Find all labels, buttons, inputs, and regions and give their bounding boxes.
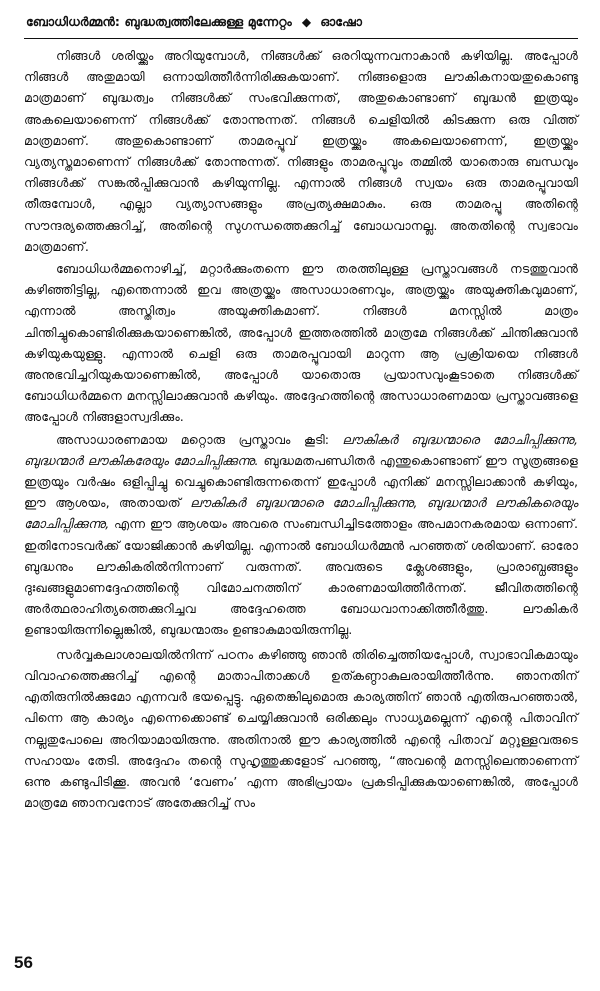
- paragraph-4: സർവ്വകലാശാലയിൽനിന്ന് പഠനം കഴിഞ്ഞു ഞാൻ തിരിച്ചെത്തിയപ്പോൾ, സ്വാഭാവികമായും വിവാഹത്തെക്കുറിച്ച് എന്റെ മാതാപിതാക്കൾ ഉത്കണ്ഠാകുലരായിത്തീർന്നു. ഞാനതിന് എതിരുനിൽക്കുമോ എന്നവർ ഭയപ്പെട്ടു. ഏതെങ്കിലുമൊരു കാര്യത്തിന് ഞാൻ എതിരുപറഞ്ഞാൽ, പിന്നെ ആ കാര്യം എന്നെക്കൊണ്ട് ചെയ്യിക്കുവാൻ ഒരിക്കലും സാധ്യമല്ലെന്ന് എന്റെ പിതാവിന് നല്ലതുപോലെ അറിയാമായിരുന്നു. അതിനാൽ ഈ കാര്യത്തിൽ എന്റെ പിതാവ് മറ്റുള്ളവരുടെ സഹായം തേടി. അദ്ദേഹം തന്റെ സുഹൃത്തുക്കളോട് പറഞ്ഞു, “അവന്റെ മനസ്സിലെന്താണെന്ന് ഒന്നു കണ്ടുപിടിക്കൂ. അവൻ ‘വേണം’ എന്ന അഭിപ്രായം പ്രകടിപ്പിക്കുകയാണെങ്കിൽ, അപ്പോൾ മാത്രമേ ഞാനവനോട് അതേക്കുറിച്ച് സം: [24, 646, 578, 811]
- running-header: [24, 10, 578, 34]
- header-divider: [24, 38, 578, 39]
- paragraph-3-text-b: ബുദ്ധമതപണ്ഡിതർ എന്തുകൊണ്ടാണ് ഈ സൂത്രങ്ങളെ ഇത്രയും വർഷം ഒളിപ്പിച്ചു വെച്ചുകൊണ്ടിരുന്നതെന്ന് ഇപ്പോൾ എനിക്ക് മനസ്സിലാക്കാൻ കഴിയും, ഈ ആശയം, അതായത്: [24, 452, 578, 511]
- body-text: [24, 45, 578, 813]
- paragraph-2: ബോധിധർമ്മനൊഴിച്ച്, മറ്റാർക്കുംതന്നെ ഈ തരത്തിലുള്ള പ്രസ്താവങ്ങൾ നടത്തുവാൻ കഴിഞ്ഞിട്ടില്ല, എന്തെന്നാൽ ഇവ അത്രയ്ക്കും അസാധാരണവും, അത്രയ്ക്കും അയുക്തികവുമാണ്, എന്നാൽ അസ്തിത്വം അയുക്തികമാണ്. നിങ്ങൾ മനസ്സിൽ മാത്രം ചിന്തിച്ചുകൊണ്ടിരിക്കുകയാണെങ്കിൽ, അപ്പോൾ ഇത്തരത്തിൽ മാത്രമേ നിങ്ങൾക്ക് ചിന്തിക്കുവാൻ കഴിയുകയുള്ളു. എന്നാൽ ചെളി ഒരു താമരപ്പൂവായി മാറുന്ന ആ പ്രക്രിയയെ നിങ്ങൾ അനുഭവിച്ചറിയുകയാണെങ്കിൽ, അപ്പോൾ യാതൊരു പ്രയാസവുംകൂടാതെ നിങ്ങൾക്ക് ബോധിധർമ്മനെ മനസ്സിലാക്കുവാൻ കഴിയും. അദ്ദേഹത്തിന്റെ അസാധാരണമായ പ്രസ്താവങ്ങളെ അപ്പോൾ നിങ്ങളാസ്വദിക്കും.: [24, 261, 578, 425]
- diamond-icon: ◆: [301, 15, 312, 29]
- paragraph-3-text-a: അസാധാരണമായ മറ്റൊരു പ്രസ്താവം കൂടി:: [56, 431, 343, 447]
- paragraph-3-quote-b: ലൗകികർ ബുദ്ധന്മാരെ മോചിപ്പിക്കുന്നു, ബുദ്ധന്മാർ ലൗകികരെയും മോചിപ്പിക്കുന്നു,: [24, 495, 578, 532]
- paragraph-3-text-c: എന്ന ഈ ആശയം അവരെ സംബന്ധിച്ചിടത്തോളം അപമാനകരമായ ഒന്നാണ്. ഇതിനോടവർക്ക് യോജിക്കാൻ കഴിയില്ല. എന്നാൽ ബോധിധർമ്മൻ പറഞ്ഞത് ശരിയാണ്. ഓരോ ബുദ്ധനും ലൗകികരിൽനിന്നാണ് വരുന്നത്. അവരുടെ ക്ലേശങ്ങളും, പ്രാരാബ്ധങ്ങളും ദുഃഖങ്ങളുമാണദ്ദേഹത്തിന്റെ വിമോചനത്തിന് കാരണമായിത്തീർന്നത്. ജീവിതത്തിന്റെ അർത്ഥരാഹിത്യത്തെക്കുറിച്ചവ അദ്ദേഹത്തെ ബോധവാനാക്കിത്തീർത്തു. ലൗകികർ ഉണ്ടായിരുന്നില്ലെങ്കിൽ, ബുദ്ധന്മാരും ഉണ്ടാകുമായിരുന്നില്ല.: [24, 516, 578, 638]
- author-name: ഓഷോ: [320, 14, 363, 29]
- book-title: ബോധിധർമ്മൻ: ബുദ്ധത്വത്തിലേക്കുള്ള മുന്നേറ്റം: [26, 14, 292, 29]
- paragraph-3: [24, 429, 578, 641]
- paragraph-3-quote-a: ലൗകികർ ബുദ്ധന്മാരെ മോചിപ്പിക്കുന്നു, ബുദ്ധന്മാർ ലൗകികരേയും മോചിപ്പിക്കുന്നു.: [24, 431, 578, 468]
- page-number: 56: [14, 953, 33, 972]
- paragraph-1: നിങ്ങൾ ശരിയ്ക്കും അറിയുമ്പോൾ, നിങ്ങൾക്ക് ഒരറിയുന്നവനാകാൻ കഴിയില്ല. അപ്പോൾ നിങ്ങൾ അതുമായി ഒന്നായിത്തീർന്നിരിക്കുകയാണ്. നിങ്ങളൊരു ലൗകികനായതുകൊണ്ടു മാത്രമാണ് ബുദ്ധത്വം നിങ്ങൾക്ക് സംഭവിക്കുന്നത്, അതുകൊണ്ടാണ് ബുദ്ധൻ ഇത്രയും അകലെയാണെന്ന് നിങ്ങൾക്ക് തോന്നുന്നത്. നിങ്ങൾ ചെളിയിൽ കിടക്കുന്ന ഒരു വിത്ത് മാത്രമാണ്. അതുകൊണ്ടാണ് താമരപ്പൂവ് ഇത്രയ്ക്കും അകലെയാണെന്ന്, ഇത്രയ്ക്കും വ്യത്യസ്തമാണെന്ന് നിങ്ങൾക്ക് തോന്നുന്നത്. നിങ്ങളും താമരപ്പൂവും തമ്മിൽ യാതൊരു ബന്ധവും നിങ്ങൾക്ക് സങ്കൽപ്പിക്കുവാൻ കഴിയുന്നില്ല. എന്നാൽ നിങ്ങൾ സ്വയം ഒരു താമരപ്പൂവായി തീരുമ്പോൾ, എല്ലാ വ്യത്യാസങ്ങളും അപ്രത്യക്ഷമാകും. ഒരു താമരപ്പൂ അതിന്റെ സൗന്ദര്യത്തെക്കുറിച്ച്, അതിന്റെ സുഗന്ധത്തെക്കുറിച്ച് ബോധവാനല്ല. അതതിന്റെ സ്വഭാവം മാത്രമാണ്.: [24, 48, 578, 254]
